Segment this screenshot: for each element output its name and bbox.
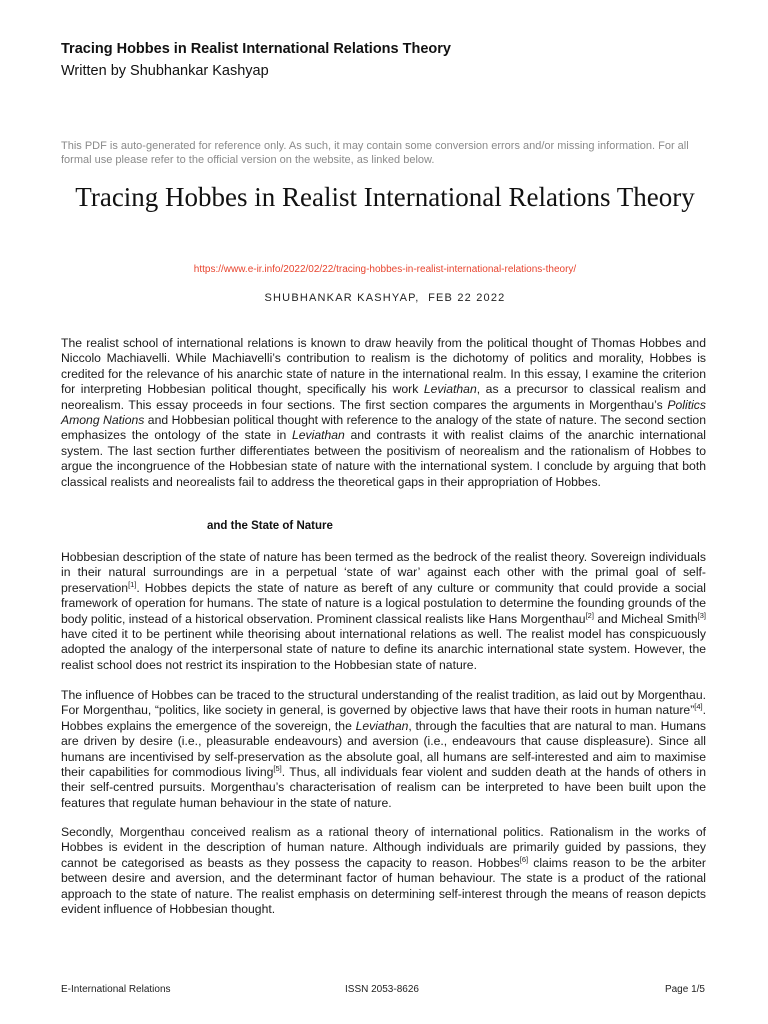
paragraph-text: , through the faculties that are natural to man. Humans are driven by desire (i.e., pleasurable endeavours) and aversion (i.e., endeavours that cause displeasure). Since all humans are incentivised by self-preservation as the absolute goal, all humans are self-interested and aim to maximise their capabilities for commodious living [61, 718, 706, 780]
body-paragraph [61, 336, 706, 490]
footer-issn: ISSN 2053-8626 [345, 984, 419, 995]
article-byline: SHUBHANKAR KASHYAP, FEB 22 2022 [264, 292, 506, 304]
italic-text: Leviathan [291, 428, 345, 443]
paragraph-text: and Micheal Smith [593, 611, 698, 626]
body-paragraph [61, 688, 706, 811]
paragraph-text: Secondly, Morgenthau conceived realism as a rational theory of international politics. Rationalism in the works of Hobbes is evident in the description of human nature. Although individuals are primarily guided by passions, they cannot be categorised as beasts as they possess the capacity to reason. Hobbes [61, 825, 706, 870]
paragraph-text: . Hobbes explains the emergence of the sovereign, the [61, 703, 706, 733]
footer-publisher: E-International Relations [61, 984, 171, 995]
document-header-title: Tracing Hobbes in Realist International Relations Theory [61, 41, 451, 57]
paragraph-text: and contrasts it with realist claims of the anarchic international system. The last section further differentiates between the positivism of neorealism and the rationalism of Hobbes to argue the incongruence of the Hobbesian state of nature with the international system. I conclude by arguing that both classical realists and neorealists fail to address the theoretical gaps in their appropriation of Hobbes. [61, 428, 706, 489]
paragraph-text: The influence of Hobbes can be traced to the structural understanding of the realist tradition, as laid out by Morgenthau. For Morgenthau, “politics, like society in general, is governed by objective laws that have their roots in human nature” [61, 688, 706, 718]
paragraph-text: and Hobbesian political thought with reference to the analogy of the state of nature. The second section emphasizes the ontology of the state in [61, 413, 706, 443]
byline-author: SHUBHANKAR KASHYAP [264, 292, 416, 304]
body-paragraph [61, 825, 706, 917]
paragraph-text: claims reason to be the arbiter between desire and aversion, and the determinant factor of human behaviour. The state is a product of the rational approach to the state of nature. The realist emphasis on determining self-interest through the means of reason depicts evident influence of Hobbesian thought. [61, 855, 706, 917]
footer-page-number: Page 1/5 [664, 984, 705, 995]
footnote-ref: [2] [585, 610, 594, 620]
footnote-ref: [3] [697, 610, 706, 620]
paragraph-text: The realist school of international relations is known to draw heavily from the political thought of Thomas Hobbes and Niccolo Machiavelli. While Machiavelli’s contribution to realism is the dichotomy of politics and morality, Hobbes is credited for the relevance of his anarchic state of nature in the international realm. In this essay, I examine the criterion for interpreting Hobbesian political thought, specifically his work [61, 336, 706, 397]
section-heading: and the State of Nature [207, 520, 333, 532]
italic-text: Politics Among Nations [61, 397, 706, 428]
pdf-disclaimer: This PDF is auto-generated for reference only. As such, it may contain some conversion errors and/or missing information. For all formal use please refer to the official version on the website, as linked below. [61, 140, 689, 166]
paragraph-text: Hobbesian description of the state of nature has been termed as the bedrock of the realist theory. Sovereign individuals in their natural surroundings are in a perpetual ‘state of war’ against each other with the primal goal of self-preservation [61, 550, 706, 595]
paragraph-text: , as a precursor to classical realism and neorealism. This essay proceeds in four sections. The first section compares the arguments in Morgenthau’s [61, 382, 706, 412]
footnote-ref: [5] [273, 763, 282, 773]
article-url-link[interactable]: https://www.e-ir.info/2022/02/22/tracing-hobbes-in-realist-international-relations-theory/ [193, 264, 577, 275]
italic-text: Leviathan [355, 718, 409, 733]
paragraph-text: have cited it to be pertinent while theorising about international relations as well. The realist model has conspicuously adopted the analogy of the interpersonal state of nature to define its anarchic international state system. However, the realist school does not restrict its inspiration to the Hobbesian state of nature. [61, 627, 706, 672]
italic-text: Leviathan [423, 382, 477, 397]
footnote-ref: [6] [519, 854, 529, 864]
footnote-ref: [4] [694, 702, 703, 712]
paragraph-text: . Thus, all individuals fear violent and sudden death at the hands of others in their self-centred pursuits. Morgenthau’s characterisation of realism can be interpreted to have been built upon the features that regulate human behaviour in the state of nature. [61, 765, 706, 810]
paragraph-text: . Hobbes depicts the state of nature as bereft of any culture or community that could provide a social framework of operation for humans. The state of nature is a logical postulation to determine the founding grounds of the body politic, instead of a historical observation. Prominent classical realists like Hans Morgenthau [61, 580, 706, 626]
article-title: Tracing Hobbes in Realist International Relations Theory [75, 182, 695, 212]
footnote-ref: [1] [128, 579, 137, 589]
byline-date: FEB 22 2022 [428, 292, 506, 304]
body-paragraph [61, 550, 706, 673]
document-header-author: Written by Shubhankar Kashyap [61, 63, 269, 79]
